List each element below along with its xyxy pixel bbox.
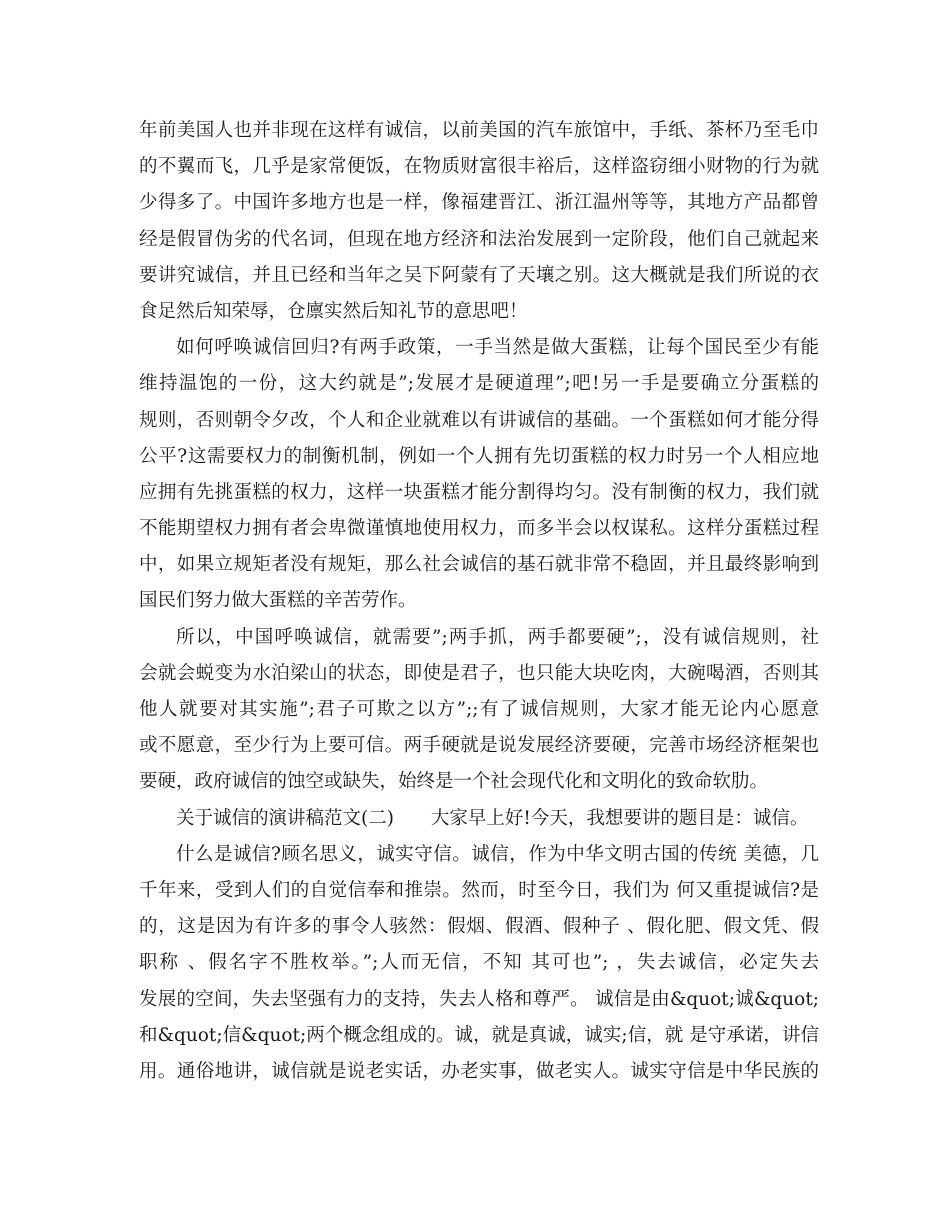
text-line: 规则，否则朝令夕改，个人和企业就难以有讲诚信的基础。一个蛋糕如何才能分得: [139, 409, 819, 431]
text-line: 他人就要对其实施”;君子可欺之以方”;;有了诚信规则，大家才能无论内心愿意: [139, 699, 819, 720]
text-line: 用。通俗地讲，诚信就是说老实话，办老实事，做老实人。诚实守信是中华民族的: [139, 1060, 819, 1082]
text-line: 的不翼而飞，几乎是家常便饭，在物质财富很丰裕后，这样盗窃细小财物的行为就: [139, 156, 819, 178]
text-line: 发展的空间，失去坚强有力的支持，失去人格和尊严。 诚信是由&quot;诚&quot;: [139, 988, 819, 1010]
text-line: 或不愿意，至少行为上要可信。两手硬就是说发展经济要硬，完善市场经济框架也: [139, 735, 819, 757]
text-line: 要硬，政府诚信的蚀空或缺失，始终是一个社会现代化和文明化的致命软肋。: [139, 771, 769, 793]
text-line: 应拥有先挑蛋糕的权力，这样一块蛋糕才能分割得均匀。没有制衡的权力，我们就: [139, 481, 819, 503]
text-line: 不能期望权力拥有者会卑微谨慎地使用权力，而多半会以权谋私。这样分蛋糕过程: [139, 518, 819, 540]
paragraph-first-line: 什么是诚信?顾名思义，诚实守信。诚信，作为中华文明古国的传统 美德，几: [176, 843, 819, 865]
text-line: 会就会蜕变为水泊梁山的状态，即使是君子，也只能大块吃肉，大碗喝酒，否则其: [139, 662, 819, 684]
text-line: 的，这是因为有许多的事令人骇然：假烟、假酒、假种子 、假化肥、假文凭、假: [139, 916, 819, 938]
text-line: 公平?这需要权力的制衡机制，例如一个人拥有先切蛋糕的权力时另一个人相应地: [139, 445, 819, 467]
text-line: 经是假冒伪劣的代名词，但现在地方经济和法治发展到一定阶段，他们自己就起来: [139, 228, 819, 250]
text-line: 食足然后知荣辱，仓廪实然后知礼节的意思吧！: [139, 300, 528, 322]
text-line: 国民们努力做大蛋糕的辛苦劳作。: [139, 590, 417, 612]
paragraph-first-line: 所以，中国呼唤诚信，就需要”;两手抓，两手都要硬”;，没有诚信规则，社: [176, 626, 819, 648]
text-line: 少得多了。中国许多地方也是一样，像福建晋江、浙江温州等等，其地方产品都曾: [139, 192, 819, 214]
section-heading-line: 关于诚信的演讲稿范文(二) 大家早上好!今天，我想要讲的题目是：诚信。: [176, 807, 809, 829]
text-line: 职称 、假名字不胜枚举。”;人而无信，不知 其可也”; ，失去诚信，必定失去: [139, 952, 819, 974]
text-line: 要讲究诚信，并且已经和当年之吴下阿蒙有了天壤之别。这大概就是我们所说的衣: [139, 264, 819, 286]
text-line: 中，如果立规矩者没有规矩，那么社会诚信的基石就非常不稳固，并且最终影响到: [139, 554, 819, 576]
document-body: [139, 113, 819, 1090]
text-line: 千年来，受到人们的自觉信奉和推崇。然而，时至今日，我们为 何又重提诚信?是: [139, 879, 819, 901]
paragraph-first-line: 如何呼唤诚信回归?有两手政策，一手当然是做大蛋糕，让每个国民至少有能: [176, 337, 819, 359]
text-line: 维持温饱的一份，这大约就是”;发展才是硬道理”;吧!另一手是要确立分蛋糕的: [139, 373, 819, 395]
text-line: 年前美国人也并非现在这样有诚信，以前美国的汽车旅馆中，手纸、茶杯乃至毛巾: [139, 120, 819, 141]
text-line: 和&quot;信&quot;两个概念组成的。诚，就是真诚，诚实;信，就 是守承诺，讲信: [139, 1024, 819, 1046]
